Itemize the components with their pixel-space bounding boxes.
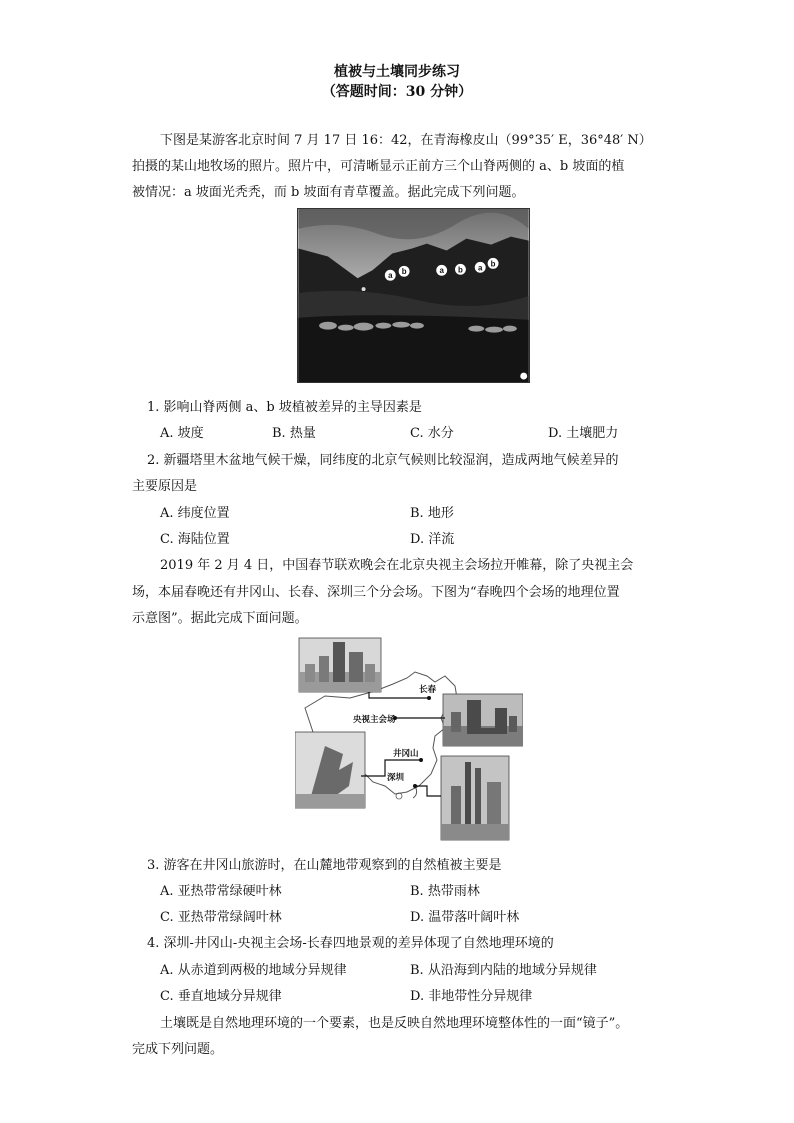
- intro2-line2: 场，本届春晚还有井冈山、长春、深圳三个分会场。下图为“春晚四个会场的地理位置: [132, 585, 620, 600]
- q4-option-b: B. 从沿海到内陆的地域分异规律: [410, 963, 597, 978]
- photo-label-b3: b: [490, 259, 496, 269]
- jinggangshan-photo: [295, 732, 365, 808]
- map-label-cctv: 央视主会场: [353, 715, 396, 725]
- q1-stem: 1. 影响山脊两侧 a、b 坡植被差异的主导因素是: [147, 400, 422, 415]
- q1-option-a: A. 坡度: [160, 426, 204, 441]
- spring-gala-venues-map: [295, 636, 523, 842]
- intro2-line3: 示意图”。据此完成下面问题。: [132, 611, 308, 626]
- intro3-line1: 土壤既是自然地理环境的一个要素，也是反映自然地理环境整体性的一面“镜子”。: [160, 1016, 629, 1031]
- q4-option-a: A. 从赤道到两极的地域分异规律: [160, 963, 347, 978]
- q4-option-d: D. 非地带性分异规律: [410, 989, 533, 1004]
- q4-option-c: C. 垂直地域分异规律: [160, 989, 282, 1004]
- shenzhen-photo: [441, 756, 509, 840]
- q3-option-c: C. 亚热带常绿阔叶林: [160, 910, 282, 925]
- photo-label-a1: a: [388, 271, 393, 281]
- map-label-jinggangshan: 井冈山: [393, 749, 419, 759]
- q2-stem-line1: 2. 新疆塔里木盆地气候干燥，同纬度的北京气候则比较湿润，造成两地气候差异的: [147, 453, 619, 468]
- mountain-pasture-photo: [297, 208, 530, 383]
- q3-option-b: B. 热带雨林: [410, 884, 480, 899]
- q3-option-a: A. 亚热带常绿硬叶林: [160, 884, 282, 899]
- intro2-line1: 2019 年 2 月 4 日，中国春节联欢晚会在北京央视主会场拉开帷幕，除了央视主会: [160, 558, 634, 573]
- q1-option-d: D. 土壤肥力: [548, 426, 619, 441]
- q2-option-b: B. 地形: [410, 506, 454, 521]
- document-title: 植被与土壤同步练习: [334, 64, 460, 80]
- map-label-shenzhen: 深圳: [387, 773, 405, 783]
- photo-label-a2: a: [439, 266, 444, 276]
- q2-stem-line2: 主要原因是: [132, 479, 198, 494]
- map-label-changchun: 长春: [419, 685, 437, 695]
- q2-option-a: A. 纬度位置: [160, 506, 230, 521]
- photo-label-b1: b: [401, 267, 407, 277]
- q1-option-b: B. 热量: [272, 426, 316, 441]
- intro1-line1: 下图是某游客北京时间 7 月 17 日 16：42，在青海橡皮山（99°35′ E，36°48′ N）: [160, 133, 652, 148]
- q1-option-c: C. 水分: [410, 426, 454, 441]
- photo-label-b2: b: [458, 265, 463, 275]
- photo-label-a3: a: [478, 263, 483, 273]
- changchun-photo: [299, 638, 381, 692]
- cctv-venue-photo: [443, 694, 523, 746]
- q4-stem: 4. 深圳-井冈山-央视主会场-长春四地景观的差异体现了自然地理环境的: [147, 936, 554, 951]
- intro3-line2: 完成下列问题。: [132, 1042, 224, 1057]
- q2-option-d: D. 洋流: [410, 532, 455, 547]
- q3-option-d: D. 温带落叶阔叶林: [410, 910, 520, 925]
- intro1-line3: 被情况：a 坡面光秃秃，而 b 坡面有青草覆盖。据此完成下列问题。: [132, 185, 525, 200]
- document-subtitle: （答题时间：30 分钟）: [321, 84, 473, 100]
- q2-option-c: C. 海陆位置: [160, 532, 230, 547]
- q3-stem: 3. 游客在井冈山旅游时，在山麓地带观察到的自然植被主要是: [147, 858, 502, 873]
- intro1-line2: 拍摄的某山地牧场的照片。照片中，可清晰显示正前方三个山脊两侧的 a、b 坡面的植: [132, 159, 625, 174]
